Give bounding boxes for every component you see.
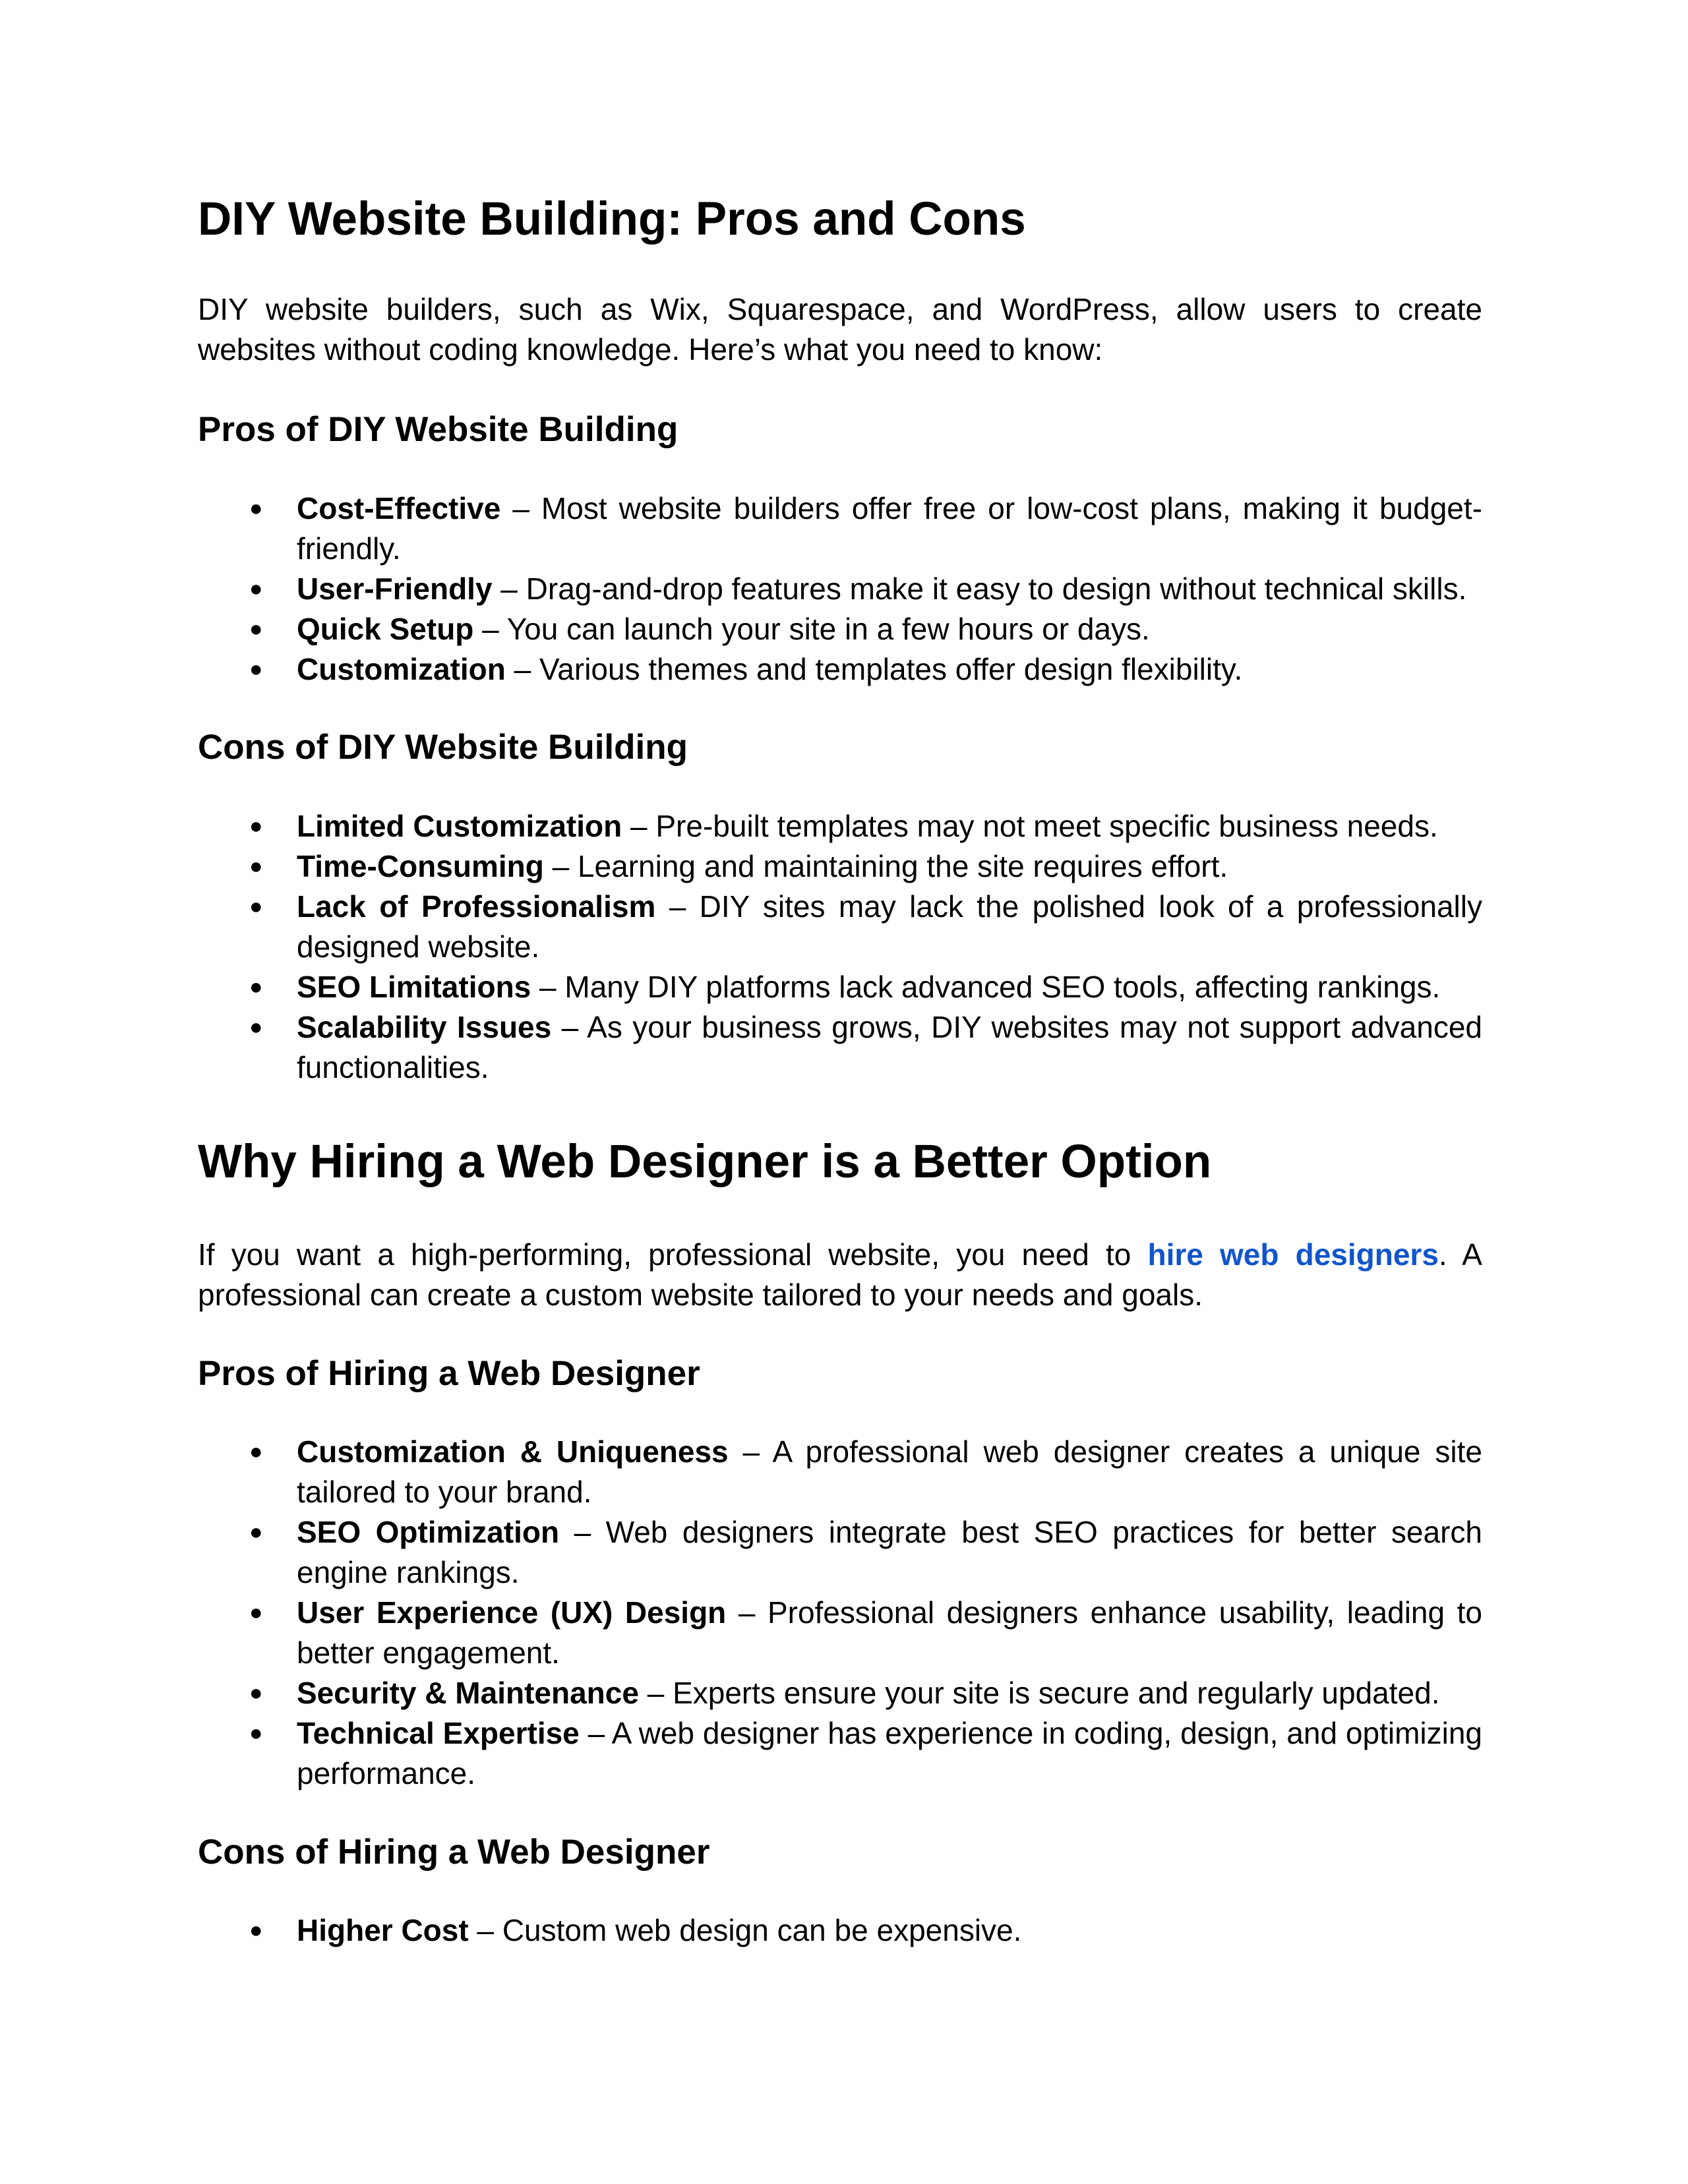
list-item-text: – Drag-and-drop features make it easy to design without technical skills. <box>492 572 1467 606</box>
list-item <box>198 1007 1482 1088</box>
list-item-text: – Various themes and templates offer design flexibility. <box>505 652 1243 686</box>
bullet-icon: ● <box>249 894 263 919</box>
list-pros-diy <box>198 488 1482 690</box>
bullet-icon: ● <box>249 1015 263 1040</box>
bullet-icon: ● <box>249 1680 263 1705</box>
bullet-icon: ● <box>249 657 263 682</box>
bullet-icon: ● <box>249 496 263 521</box>
list-item-term: Customization <box>297 652 506 686</box>
list-item-text: – A web designer has experience in coding, design, and optimizing performance. <box>297 1716 1483 1790</box>
list-item <box>198 967 1482 1007</box>
heading-why-hiring-web-designer: Why Hiring a Web Designer is a Better Option <box>198 1136 1212 1188</box>
list-item-term: User Experience (UX) Design <box>297 1595 727 1630</box>
intro-paragraph-diy: DIY website builders, such as Wix, Squarespace, and WordPress, allow users to create websites without coding knowledge. Here’s what you need to know: <box>198 292 1482 367</box>
list-cons-hiring <box>198 1910 1482 1951</box>
list-item <box>198 806 1482 846</box>
intro-text-after-link: . A professional can create a custom website tailored to your needs and goals. <box>198 1237 1482 1312</box>
list-item <box>198 1910 1482 1951</box>
list-item-term: Time-Consuming <box>297 849 544 883</box>
list-item <box>198 1673 1482 1713</box>
list-item-text: – Most website builders offer free or low-cost plans, making it budget-friendly. <box>297 491 1482 566</box>
bullet-icon: ● <box>249 1439 263 1464</box>
list-item-text: – Professional designers enhance usability, leading to better engagement. <box>297 1595 1482 1670</box>
list-item-text: – Experts ensure your site is secure and regularly updated. <box>638 1676 1440 1710</box>
bullet-icon: ● <box>249 1520 263 1545</box>
bullet-icon: ● <box>249 1721 263 1746</box>
list-item <box>198 569 1482 609</box>
bullet-icon: ● <box>249 616 263 641</box>
intro-text-before-link: If you want a high-performing, professional website, you need to <box>198 1237 1148 1272</box>
list-item-term: Security & Maintenance <box>297 1676 639 1710</box>
list-item-term: Limited Customization <box>297 809 622 843</box>
heading-diy-website-building: DIY Website Building: Pros and Cons <box>198 193 1026 245</box>
hire-web-designers-link[interactable]: hire web designers <box>1147 1237 1439 1272</box>
list-item-text: – You can launch your site in a few hours or days. <box>473 612 1150 646</box>
bullet-icon: ● <box>249 1600 263 1625</box>
list-item-term: Scalability Issues <box>297 1010 552 1044</box>
intro-paragraph-hiring <box>198 1235 1482 1315</box>
list-pros-hiring <box>198 1432 1482 1794</box>
heading-pros-diy: Pros of DIY Website Building <box>198 410 678 449</box>
list-item <box>198 1593 1482 1673</box>
list-item <box>198 1713 1482 1794</box>
list-item-term: Technical Expertise <box>297 1716 580 1750</box>
bullet-icon: ● <box>249 576 263 601</box>
list-item-text: – Many DIY platforms lack advanced SEO tools, affecting rankings. <box>531 970 1441 1004</box>
list-item-term: Cost-Effective <box>297 491 501 525</box>
heading-cons-diy: Cons of DIY Website Building <box>198 728 688 767</box>
list-item <box>198 1432 1482 1512</box>
list-item-term: Quick Setup <box>297 612 474 646</box>
list-item-term: SEO Optimization <box>297 1515 560 1549</box>
list-item-text: – Web designers integrate best SEO practices for better search engine rankings. <box>297 1515 1482 1589</box>
list-item-term: Higher Cost <box>297 1913 469 1947</box>
list-item-term: Customization & Uniqueness <box>297 1434 729 1469</box>
bullet-icon: ● <box>249 854 263 879</box>
bullet-icon: ● <box>249 974 263 999</box>
heading-cons-hiring: Cons of Hiring a Web Designer <box>198 1833 710 1872</box>
list-item <box>198 1512 1482 1593</box>
list-item-term: User-Friendly <box>297 572 493 606</box>
list-item-text: – A professional web designer creates a unique site tailored to your brand. <box>297 1434 1482 1509</box>
list-item-term: SEO Limitations <box>297 970 531 1004</box>
list-item <box>198 887 1482 967</box>
list-item-text: – DIY sites may lack the polished look of a professionally designed website. <box>297 889 1482 964</box>
list-item-term: Lack of Professionalism <box>297 889 656 924</box>
list-item-text: – As your business grows, DIY websites may not support advanced functionalities. <box>297 1010 1482 1084</box>
heading-pros-hiring: Pros of Hiring a Web Designer <box>198 1354 700 1393</box>
list-item-text: – Learning and maintaining the site requires effort. <box>543 849 1228 883</box>
list-item <box>198 488 1482 569</box>
list-cons-diy <box>198 806 1482 1088</box>
list-item <box>198 649 1482 690</box>
bullet-icon: ● <box>249 1918 263 1943</box>
list-item-text: – Pre-built templates may not meet specific business needs. <box>622 809 1438 843</box>
list-item <box>198 846 1482 887</box>
bullet-icon: ● <box>249 813 263 839</box>
list-item-text: – Custom web design can be expensive. <box>468 1913 1022 1947</box>
list-item <box>198 609 1482 649</box>
